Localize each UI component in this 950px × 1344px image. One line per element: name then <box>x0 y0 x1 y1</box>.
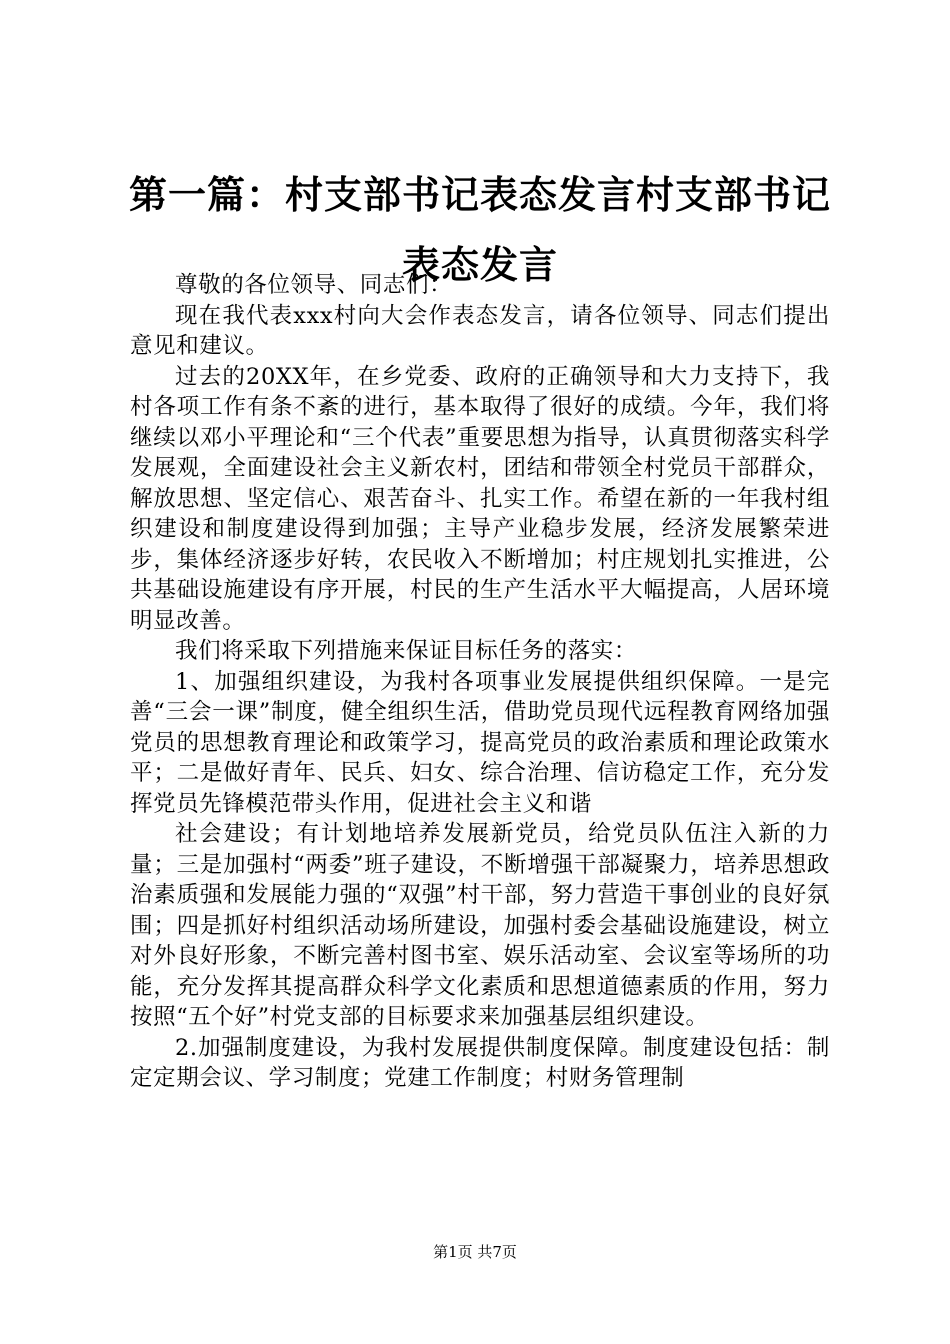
paragraph-measure-2: 2.加强制度建设，为我村发展提供制度保障。制度建设包括：制定定期会议、学习制度；党建工作制度；村财务管理制 <box>130 1034 830 1091</box>
page-number-footer: 第1页 共7页 <box>433 1243 517 1261</box>
paragraph-measure-1: 1、加强组织建设，为我村各项事业发展提供组织保障。一是完善“三会一课”制度，健全组织生活，借助党员现代远程教育网络加强党员的思想教育理论和政策学习，提高党员的政治素质和理论政策水平；二是做好青年、民兵、妇女、综合治理、信访稳定工作，充分发挥党员先锋模范带头作用，促进社会主义和谐 <box>130 668 830 817</box>
document-body <box>130 270 830 1094</box>
paragraph-measures-intro: 我们将采取下列措施来保证目标任务的落实： <box>175 638 638 664</box>
paragraph-intro: 现在我代表xxx村向大会作表态发言，请各位领导、同志们提出意见和建议。 <box>130 302 830 359</box>
paragraph-salutation: 尊敬的各位领导、同志们： <box>175 272 453 298</box>
paragraph-measure-1-continued: 社会建设；有计划地培养发展新党员，给党员队伍注入新的力量；三是加强村“两委”班子建设，不断增强干部凝聚力，培养思想政治素质强和发展能力强的“双强”村干部，努力营造干事创业的良好氛围；四是抓好村组织活动场所建设，加强村委会基础设施建设，树立对外良好形象，不断完善村图书室、娱乐活动室、会议室等场所的功能，充分发挥其提高群众科学文化素质和思想道德素质的作用，努力按照“五个好”村党支部的目标要求来加强基层组织建设。 <box>130 821 830 1030</box>
paragraph-review: 过去的20XX年，在乡党委、政府的正确领导和大力支持下，我村各项工作有条不紊的进行，基本取得了很好的成绩。今年，我们将继续以邓小平理论和“三个代表”重要思想为指导，认真贯彻落实科学发展观，全面建设社会主义新农村，团结和带领全村党员干部群众，解放思想、坚定信心、艰苦奋斗、扎实工作。希望在新的一年我村组织建设和制度建设得到加强；主导产业稳步发展，经济发展繁荣进步，集体经济逐步好转，农民收入不断增加；村庄规划扎实推进，公共基础设施建设有序开展，村民的生产生活水平大幅提高，人居环境明显改善。 <box>130 363 830 634</box>
document-title: 第一篇：村支部书记表态发言村支部书记表态发言 <box>128 172 831 287</box>
